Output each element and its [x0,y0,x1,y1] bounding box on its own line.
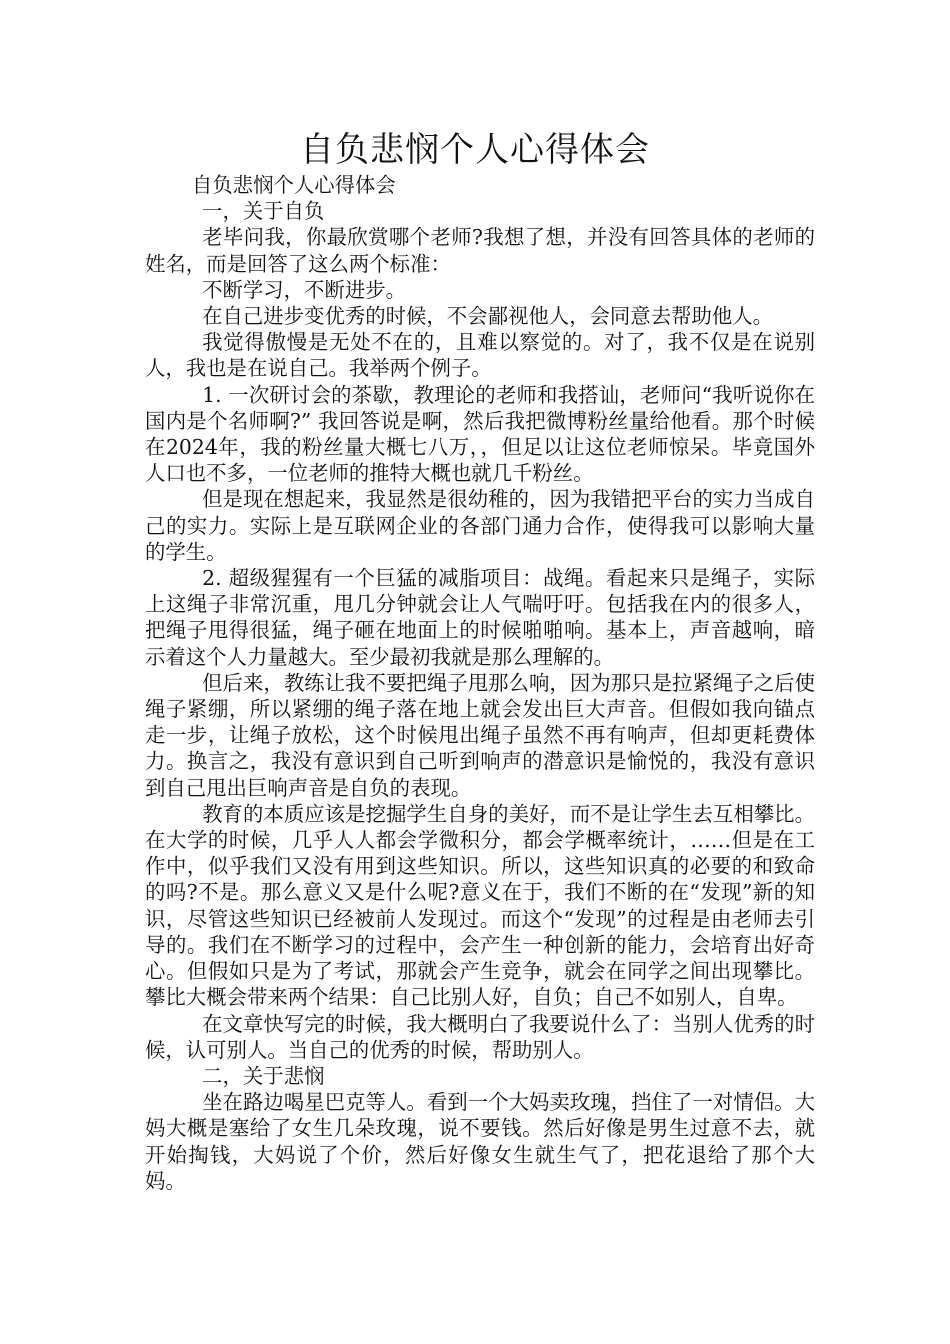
paragraph: 在自己进步变优秀的时候，不会鄙视他人，会同意去帮助他人。 [202,304,774,329]
paragraph: 但后来，教练让我不要把绳子甩那么响，因为那只是拉紧绳子之后使绳子紧绷，所以紧绷的绳子落在地上就会发出巨大声音。但假如我向锚点走一步，让绳子放松，这个时候甩出绳子虽然不再有响声，但却更耗费体力。换言之，我没有意识到自己听到响声的潜意识是愉悦的，我没有意识到自己甩出巨响声音是自负的表现。 [145,670,815,800]
section-heading-arrogance: 一，关于自负 [202,199,325,224]
section-heading-compassion: 二，关于悲悯 [202,1063,325,1088]
paragraph: 不断学习，不断进步。 [202,277,407,302]
paragraph: 坐在路边喝星巴克等人。看到一个大妈卖玫瑰，挡住了一对情侣。大妈大概是塞给了女生几朵玫瑰，说不要钱。然后好像是男生过意不去，就开始掏钱，大妈说了个价，然后好像女生就生气了，把花退给了那个大妈。 [145,1090,815,1193]
document-subtitle: 自负悲悯个人心得体会 [191,173,396,197]
paragraph: 但是现在想起来，我显然是很幼稚的，因为我错把平台的实力当成自己的实力。实际上是互联网企业的各部门通力合作，使得我可以影响大量的学生。 [145,487,815,564]
document-title: 自负悲悯个人心得体会 [300,130,650,170]
paragraph: 老毕问我，你最欣赏哪个老师?我想了想，并没有回答具体的老师的姓名，而是回答了这么两个标准： [145,225,815,276]
document-body [145,172,815,1194]
paragraph: 教育的本质应该是挖掘学生自身的美好，而不是让学生去互相攀比。在大学的时候，几乎人人都会学微积分，都会学概率统计，……但是在工作中，似乎我们又没有用到这些知识。所以，这些知识真的必要的和致命的吗?不是。那么意义又是什么呢?意义在于，我们不断的在“发现”新的知识，尽管这些知识已经被前人发现过。而这个“发现”的过程是由老师去引导的。我们在不断学习的过程中，会产生一种创新的能力，会培育出好奇心。但假如只是为了考试，那就会产生竞争，就会在同学之间出现攀比。攀比大概会带来两个结果：自己比别人好，自负；自己不如别人，自卑。 [145,801,815,1010]
paragraph: 我觉得傲慢是无处不在的，且难以察觉的。对了，我不仅是在说别人，我也是在说自己。我举两个例子。 [145,330,815,381]
paragraph: 在文章快写完的时候，我大概明白了我要说什么了：当别人优秀的时候，认可别人。当自己的优秀的时候，帮助别人。 [145,1011,815,1062]
paragraph: 2. 超级猩猩有一个巨猛的减脂项目：战绳。看起来只是绳子，实际上这绳子非常沉重，甩几分钟就会让人气喘吁吁。包括我在内的很多人，把绳子甩得很猛，绳子砸在地面上的时候啪啪响。基本上，声音越响，暗示着这个人力量越大。至少最初我就是那么理解的。 [145,566,815,669]
paragraph: 1. 一次研讨会的茶歇，教理论的老师和我搭讪，老师问“我听说你在国内是个名师啊?” 我回答说是啊，然后我把微博粉丝量给他看。那个时候在2024年，我的粉丝量大概七八万，，但足以让这位老师惊呆。毕竟国外人口也不多，一位老师的推特大概也就几千粉丝。 [145,382,815,486]
